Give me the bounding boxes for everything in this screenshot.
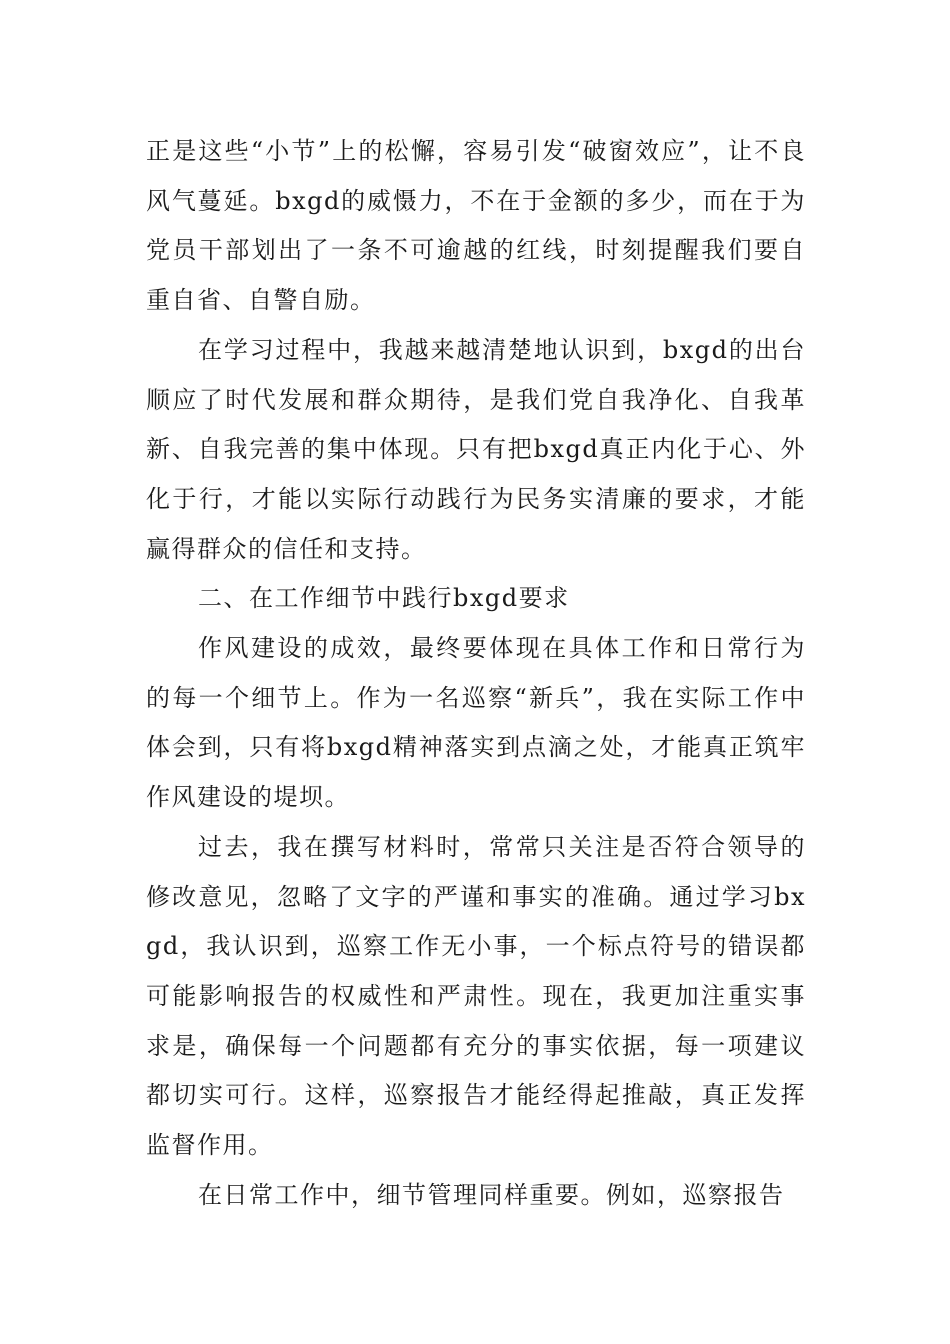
document-body (146, 127, 806, 1220)
paragraph-work-style: 作风建设的成效，最终要体现在具体工作和日常行为的每一个细节上。作为一名巡察“新兵”，我在实际工作中体会到，只有将bxgd精神落实到点滴之处，才能真正筑牢作风建设的堤坝。 (146, 634, 806, 812)
section-heading: 二、在工作细节中践行bxgd要求 (198, 584, 570, 613)
paragraph-writing-materials: 过去，我在撰写材料时，常常只关注是否符合领导的修改意见，忽略了文字的严谨和事实的准确。通过学习bxgd，我认识到，巡察工作无小事，一个标点符号的错误都可能影响报告的权威性和严肃性。现在，我更加注重实事求是，确保每一个问题都有充分的事实依据，每一项建议都切实可行。这样，巡察报告才能经得起推敲，真正发挥监督作用。 (146, 832, 806, 1160)
paragraph-continuation: 正是这些“小节”上的松懈，容易引发“破窗效应”，让不良风气蔓延。bxgd的威慑力，不在于金额的多少，而在于为党员干部划出了一条不可逾越的红线，时刻提醒我们要自重自省、自警自励。 (146, 137, 806, 315)
paragraph-learning-process: 在学习过程中，我越来越清楚地认识到，bxgd的出台顺应了时代发展和群众期待，是我们党自我净化、自我革新、自我完善的集中体现。只有把bxgd真正内化于心、外化于行，才能以实际行动践行为民务实清廉的要求，才能赢得群众的信任和支持。 (146, 335, 806, 563)
paragraph-daily-work: 在日常工作中，细节管理同样重要。例如，巡察报告 (198, 1180, 785, 1209)
